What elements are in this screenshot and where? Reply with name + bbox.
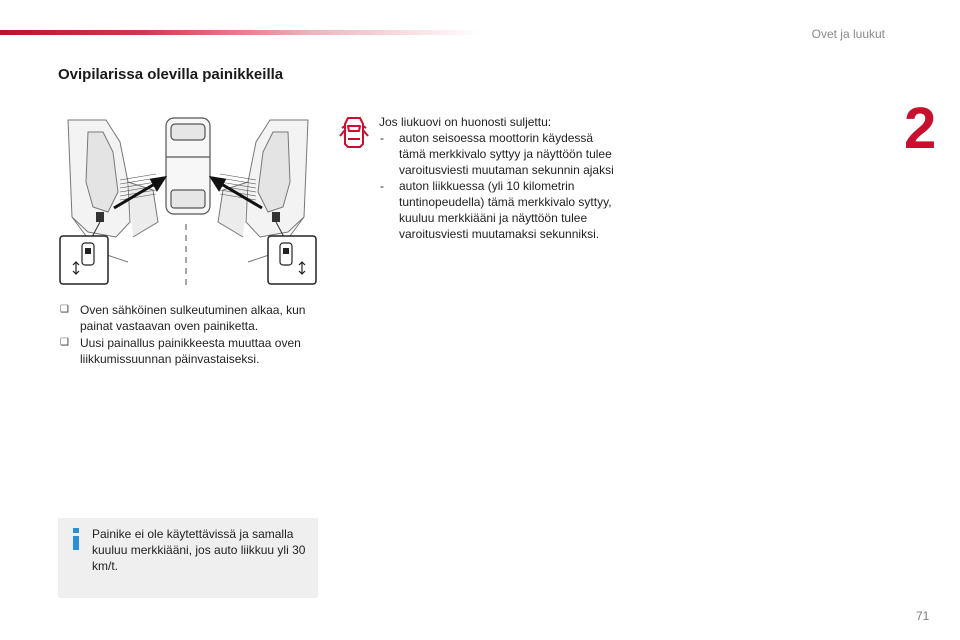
chapter-number: 2 [904,96,937,161]
right-door-button-icon [268,236,316,284]
header-accent-bar [0,30,480,35]
info-box [58,518,318,598]
checkbox-bullet-icon: ❑ [60,337,69,348]
sliding-door-buttons-illustration [58,112,318,287]
info-icon [70,528,82,550]
car-door-open-warning-icon [338,114,370,150]
list-item-text: auton liikkuessa (yli 10 kilometrin tuntinopeudella) tämä merkkivalo syttyy, kuuluu merkkiääni ja näyttöön tulee varoitusviesti muutamaksi sekunniksi. [399,179,612,241]
checkbox-bullet-icon: ❑ [60,304,69,315]
warning-text [379,114,619,242]
warning-intro: Jos liukuovi on huonosti suljettu: [379,115,552,129]
list-item [379,130,619,178]
section-title: Ovipilarissa olevilla painikkeilla [58,66,284,83]
dash-marker: - [380,179,384,193]
list-item [58,335,318,367]
list-item [379,178,619,242]
list-item [58,302,318,334]
chapter-title: Ovet ja luukut [811,27,885,41]
list-item-text: Oven sähköinen sulkeutuminen alkaa, kun painat vastaavan oven painiketta. [80,303,306,333]
info-text: Painike ei ole käytettävissä ja samalla kuuluu merkkiääni, jos auto liikkuu yli 30 km/t. [92,527,306,573]
dash-marker: - [380,131,384,145]
list-item-text: auton seisoessa moottorin käydessä tämä merkkivalo syttyy ja näyttöön tulee varoitusviesti muutaman sekunnin ajaksi [399,131,614,177]
list-item-text: Uusi painallus painikkeesta muuttaa oven liikkumissuunnan päinvastaiseksi. [80,336,301,366]
instruction-list [58,302,318,368]
left-door-button-icon [60,236,108,284]
page-number: 71 [916,609,930,623]
